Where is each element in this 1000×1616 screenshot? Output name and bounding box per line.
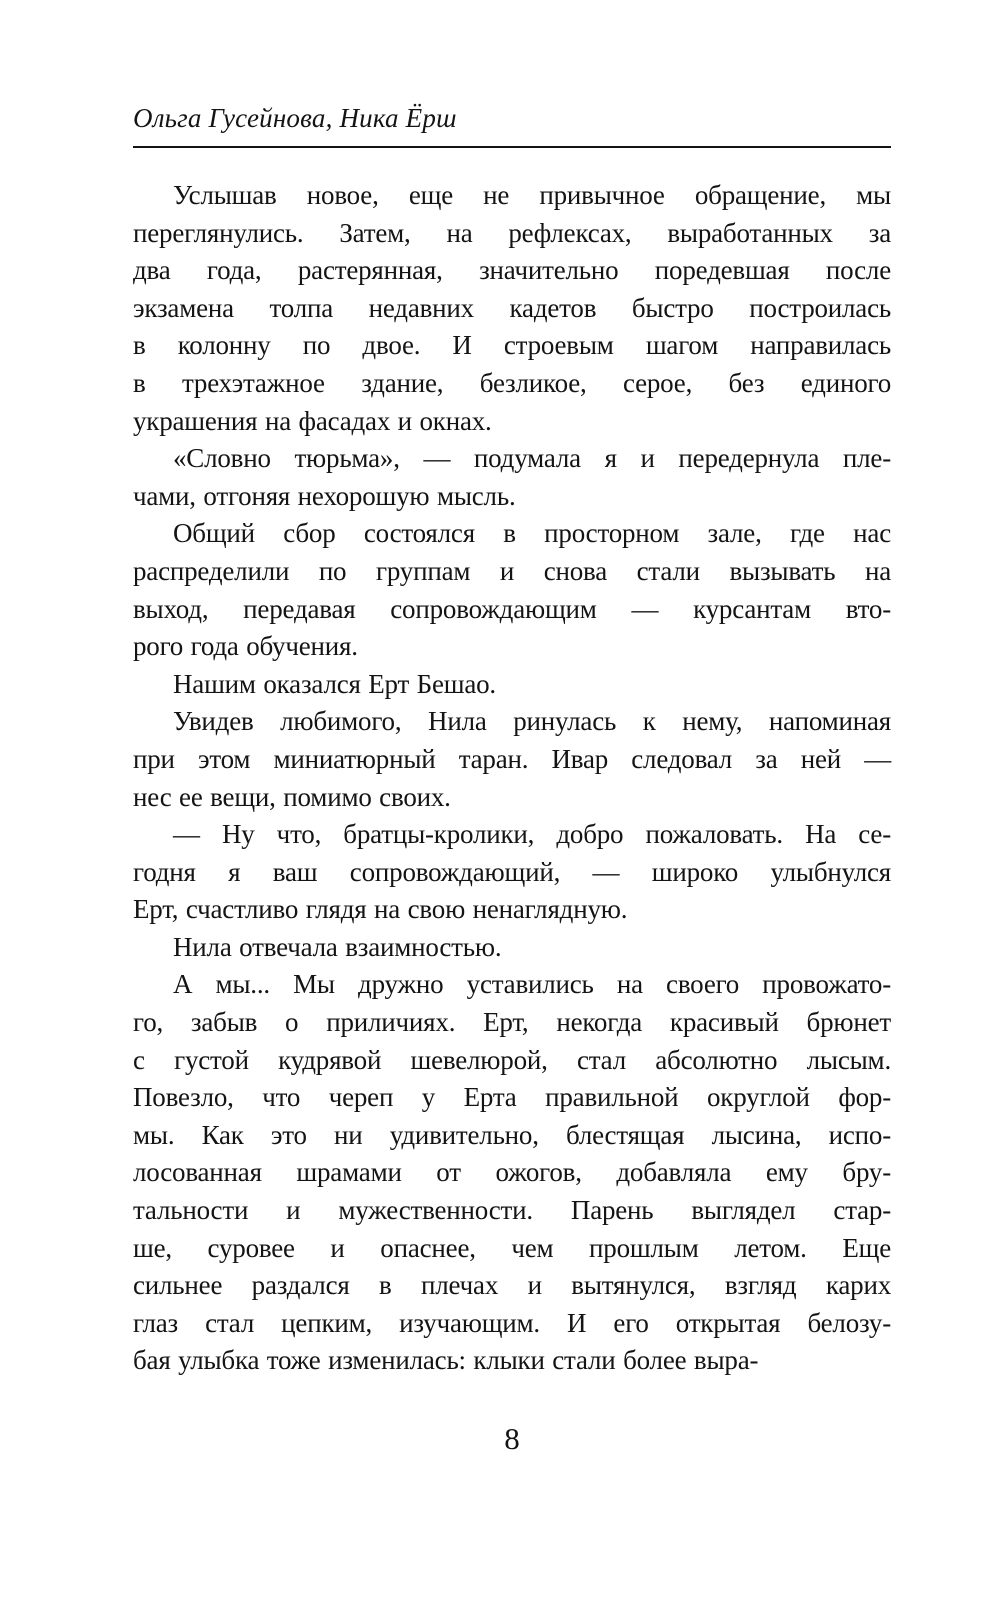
body-text: [133, 177, 891, 1380]
text-line: при этом миниатюрный таран. Ивар следовал за ней —: [133, 743, 891, 774]
text-column: [133, 0, 891, 1456]
text-line: распределили по группам и снова стали вызывать на: [133, 555, 891, 586]
text-line: нес ее вещи, помимо своих.: [133, 781, 451, 812]
running-header: [133, 0, 891, 148]
text-line: два года, растерянная, значительно поредевшая после: [133, 255, 891, 286]
text-line: чами, отгоняя нехорошую мысль.: [133, 480, 516, 511]
paragraph: [133, 966, 891, 1380]
text-line: — Ну что, братцы-кролики, добро пожаловать. На се-: [173, 819, 891, 850]
paragraph: [133, 816, 891, 929]
text-line: бая улыбка тоже изменилась: клыки стали более выра-: [133, 1345, 759, 1376]
text-line: сильнее раздался в плечах и вытянулся, взгляд карих: [133, 1270, 891, 1301]
text-line: Увидев любимого, Нила ринулась к нему, напоминая: [173, 706, 891, 737]
text-line: украшения на фасадах и окнах.: [133, 405, 492, 436]
page-number: 8: [504, 1421, 520, 1456]
paragraph: [133, 929, 891, 967]
text-line: го, забыв о приличиях. Ерт, некогда красивый брюнет: [133, 1007, 891, 1038]
text-line: Нашим оказался Ерт Бешао.: [173, 668, 496, 699]
text-line: рого года обучения.: [133, 631, 358, 662]
paragraph: [133, 440, 891, 515]
text-line: ше, суровее и опаснее, чем прошлым летом. Еще: [133, 1232, 891, 1263]
text-line: с густой кудрявой шевелюрой, стал абсолютно лысым.: [133, 1044, 891, 1075]
text-line: тальности и мужественности. Парень выглядел стар-: [133, 1195, 891, 1226]
paragraph: [133, 666, 891, 704]
paragraph: [133, 177, 891, 440]
running-header-authors: Ольга Гусейнова, Ника Ёрш: [133, 103, 457, 133]
text-line: в колонну по двое. И строевым шагом направилась: [133, 330, 891, 361]
header-rule: [133, 146, 891, 148]
text-line: «Словно тюрьма», — подумала я и передернула пле-: [173, 443, 891, 474]
text-line: Ерт, счастливо глядя на свою ненаглядную.: [133, 894, 628, 925]
text-line: А мы... Мы дружно уставились на своего провожато-: [173, 969, 891, 1000]
text-line: Услышав новое, еще не привычное обращение, мы: [173, 180, 891, 210]
text-line: Повезло, что череп у Ерта правильной округлой фор-: [133, 1082, 891, 1113]
text-line: годня я ваш сопровождающий, — широко улыбнулся: [133, 856, 891, 887]
text-line: экзамена толпа недавних кадетов быстро построилась: [133, 292, 891, 323]
text-line: лосованная шрамами от ожогов, добавляла ему бру-: [133, 1157, 891, 1188]
text-line: выход, передавая сопровождающим — курсантам вто-: [133, 593, 891, 624]
text-line: Нила отвечала взаимностью.: [173, 931, 502, 962]
text-line: переглянулись. Затем, на рефлексах, выработанных за: [133, 217, 891, 248]
text-line: в трехэтажное здание, безликое, серое, без единого: [133, 367, 891, 398]
text-line: Общий сбор состоялся в просторном зале, где нас: [173, 518, 891, 549]
text-line: глаз стал цепким, изучающим. И его открытая белозу-: [133, 1307, 891, 1338]
text-line: мы. Как это ни удивительно, блестящая лысина, испо-: [133, 1119, 891, 1150]
paragraph: [133, 515, 891, 665]
paragraph: [133, 703, 891, 816]
